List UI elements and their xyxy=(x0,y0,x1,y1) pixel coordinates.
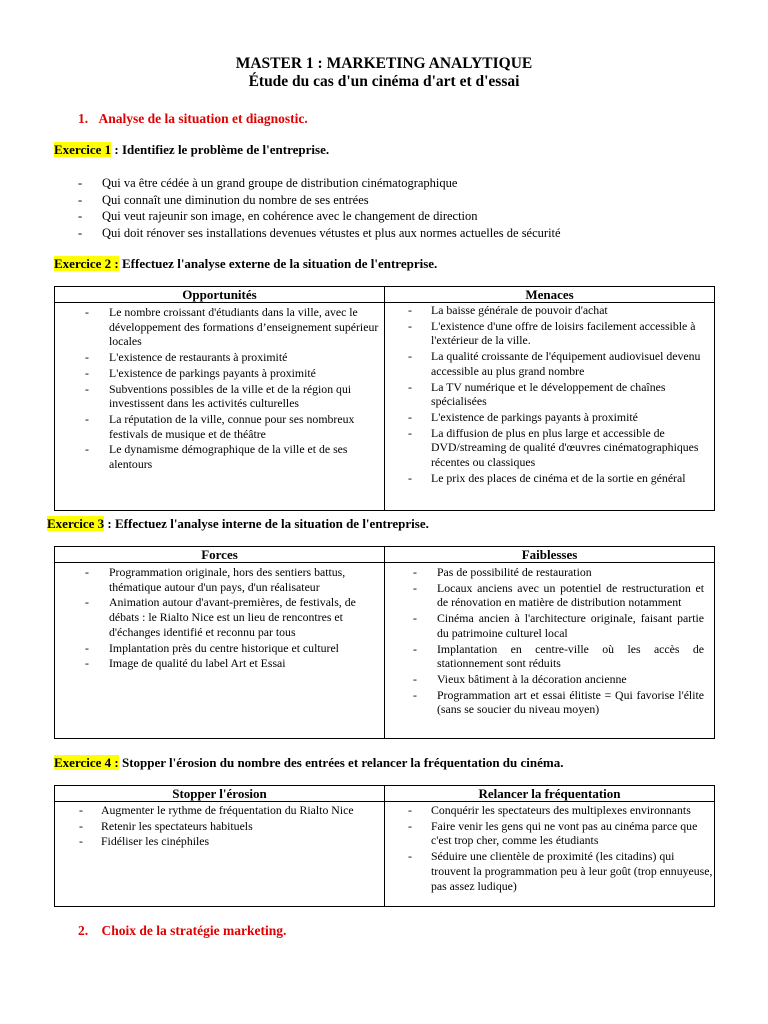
exercise-label: Exercice 3 xyxy=(47,516,105,531)
exercise-1-heading xyxy=(54,142,329,158)
exercise-instruction: : Identifiez le problème de l'entreprise. xyxy=(111,142,330,157)
section-number: 2. xyxy=(78,923,89,938)
table-header-strengths: Forces xyxy=(55,547,385,563)
weaknesses-cell xyxy=(385,563,715,739)
list-item: - Qui doit rénover ses installations devenues vétustes et plus aux normes actuelles de sécurité xyxy=(78,225,718,242)
strengths-cell xyxy=(55,563,385,739)
exercise-1-list xyxy=(78,175,718,241)
list-item: - La baisse générale de pouvoir d'achat xyxy=(385,303,714,318)
list-item: - Qui veut rajeunir son image, en cohérence avec le changement de direction xyxy=(78,208,718,225)
list-item: - Programmation art et essai élitiste = Qui favorise l'élite (sans se soucier du niveau moyen) xyxy=(385,688,704,717)
list-item: - Implantation près du centre historique et culturel xyxy=(55,641,384,656)
section-number: 1. xyxy=(78,111,89,126)
exercise-instruction: Stopper l'érosion du nombre des entrées et relancer la fréquentation du cinéma. xyxy=(118,755,564,770)
table-header-stop-erosion: Stopper l'érosion xyxy=(55,786,385,802)
list-item: - Retenir les spectateurs habituels xyxy=(55,819,384,834)
section-title: Analyse de la situation et diagnostic. xyxy=(98,111,308,126)
list-item: - Animation autour d'avant-premières, de festivals, de débats : le Rialto Nice est un lieu de rencontres et d'échanges identifié et reconnu par tous xyxy=(55,595,384,639)
exercise-3-heading xyxy=(47,516,429,532)
opportunities-cell xyxy=(55,303,385,511)
internal-analysis-table xyxy=(54,546,715,739)
list-item: - Implantation en centre-ville où les accès de stationnement sont réduits xyxy=(385,642,704,671)
list-item: - L'existence de parkings payants à proximité xyxy=(55,366,384,381)
action-plan-table xyxy=(54,785,715,907)
section-1-heading xyxy=(78,111,308,127)
list-item: - Faire venir les gens qui ne vont pas au cinéma parce que c'est trop cher, comme les étudiants xyxy=(385,819,714,848)
exercise-instruction: Effectuez l'analyse externe de la situation de l'entreprise. xyxy=(118,256,438,271)
list-item: - L'existence de parkings payants à proximité xyxy=(385,410,714,425)
list-item: - La réputation de la ville, connue pour ses nombreux festivals de musique et de théâtre xyxy=(55,412,384,441)
list-item: - La TV numérique et le développement de chaînes spécialisées xyxy=(385,380,714,409)
table-header-boost-attendance: Relancer la fréquentation xyxy=(385,786,715,802)
list-item: - Image de qualité du label Art et Essai xyxy=(55,656,384,671)
list-item: - La diffusion de plus en plus large et accessible de DVD/streaming de qualité d'œuvres cinématographiques récentes ou classiques xyxy=(385,426,714,470)
list-item: - Qui va être cédée à un grand groupe de distribution cinématographique xyxy=(78,175,718,192)
list-item: - L'existence d'une offre de loisirs facilement accessible à l'extérieur de la ville. xyxy=(385,319,714,348)
list-item: - Fidéliser les cinéphiles xyxy=(55,834,384,849)
list-item: - Augmenter le rythme de fréquentation du Rialto Nice xyxy=(55,803,384,818)
list-item: - Le prix des places de cinéma et de la sortie en général xyxy=(385,471,714,486)
list-item: - Subventions possibles de la ville et de la région qui investissent dans les activités culturelles xyxy=(55,382,384,411)
list-item: - Le dynamisme démographique de la ville et de ses alentours xyxy=(55,442,384,471)
section-2-heading xyxy=(78,923,286,939)
list-item: - Pas de possibilité de restauration xyxy=(385,565,704,580)
exercise-4-heading xyxy=(54,755,563,771)
exercise-instruction: : Effectuez l'analyse interne de la situation de l'entreprise. xyxy=(104,516,429,531)
stop-erosion-cell xyxy=(55,802,385,907)
document-subtitle: Étude du cas d'un cinéma d'art et d'essai xyxy=(248,73,520,90)
exercise-label: Exercice 2 : xyxy=(54,256,119,271)
list-item: - Le nombre croissant d'étudiants dans la ville, avec le développement des formations d’enseignement supérieur locales xyxy=(55,305,384,349)
table-header-threats: Menaces xyxy=(385,287,715,303)
list-item: - Locaux anciens avec un potentiel de restructuration et de rénovation en matière de distribution notamment xyxy=(385,581,704,610)
external-analysis-table xyxy=(54,286,715,511)
list-item: - Vieux bâtiment à la décoration ancienne xyxy=(385,672,704,687)
table-header-opportunities: Opportunités xyxy=(55,287,385,303)
list-item: - Qui connaît une diminution du nombre de ses entrées xyxy=(78,192,718,209)
list-item: - La qualité croissante de l'équipement audiovisuel devenu accessible au plus grand nombre xyxy=(385,349,714,378)
list-item: - Séduire une clientèle de proximité (les citadins) qui trouvent la programmation peu à leur goût (trop ennuyeuse, pas assez ludique) xyxy=(385,849,714,893)
document-title: MASTER 1 : MARKETING ANALYTIQUE xyxy=(235,55,533,72)
exercise-2-heading xyxy=(54,256,437,272)
list-item: - L'existence de restaurants à proximité xyxy=(55,350,384,365)
list-item: - Conquérir les spectateurs des multiplexes environnants xyxy=(385,803,714,818)
boost-attendance-cell xyxy=(385,802,715,907)
list-item: - Cinéma ancien à l'architecture originale, faisant partie du patrimoine culturel local xyxy=(385,611,704,640)
exercise-label: Exercice 1 xyxy=(54,142,112,157)
exercise-label: Exercice 4 : xyxy=(54,755,119,770)
list-item: - Programmation originale, hors des sentiers battus, thématique autour d'un pays, d'un réalisateur xyxy=(55,565,384,594)
table-header-weaknesses: Faiblesses xyxy=(385,547,715,563)
section-title: Choix de la stratégie marketing. xyxy=(101,923,287,938)
threats-cell xyxy=(385,303,715,511)
